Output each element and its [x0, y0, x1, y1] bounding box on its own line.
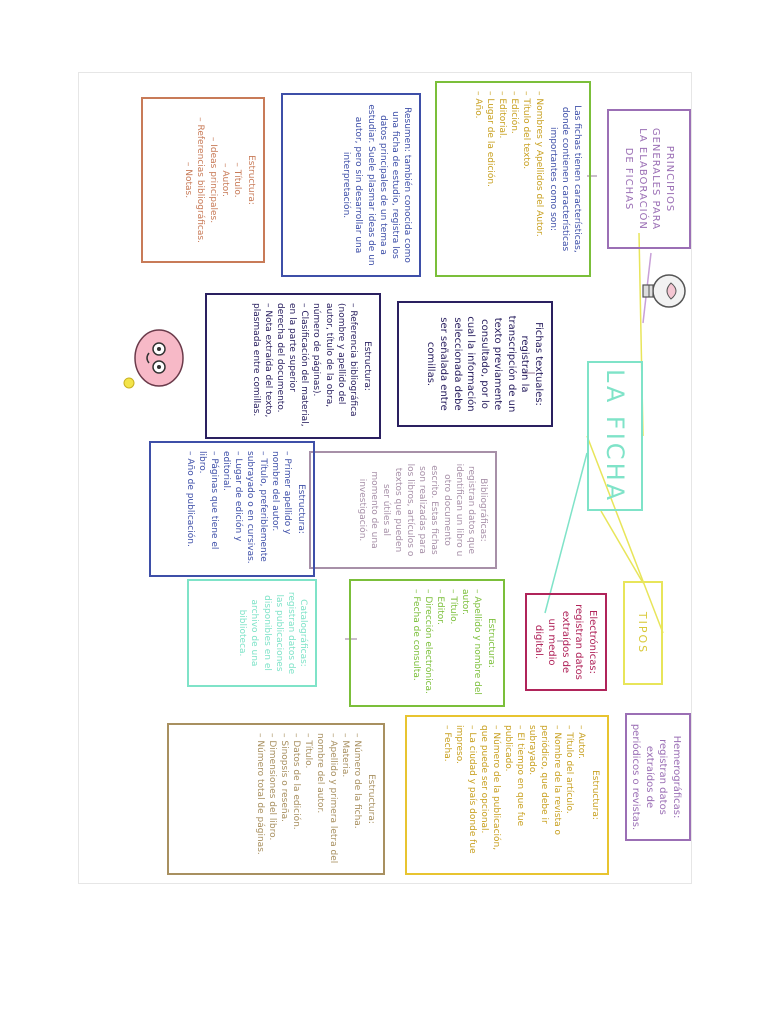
hemerograficas-box [625, 713, 691, 841]
tipos-box [623, 581, 663, 685]
electronicas-text: Electrónicas: registran datos extraídos de un medio digital. [533, 604, 598, 680]
estructura-bibliograficas-item: – Páginas que tiene el libro. [196, 451, 220, 567]
estructura-resumen-item: – Ideas principales. [206, 107, 218, 253]
tipos-label: TIPOS [636, 611, 650, 655]
principios-list [472, 91, 545, 267]
estructura-catalograficas-heading: Estructura: [366, 774, 376, 824]
estructura-hemerograficas-list [441, 725, 587, 865]
estructura-resumen-heading: Estructura: [246, 155, 256, 205]
estructura-electronicas-list [410, 589, 483, 697]
resumen-text: Resumen: también conocida como una ficha de estudio, registra los datos principales de un tema a estudiar. Suele plasmar ideas de un autor, pero sin desarrollar una interpretación. [341, 104, 412, 266]
lightbulb-brain-icon [631, 269, 691, 313]
textuales-box [397, 301, 553, 427]
main-title-box [587, 361, 643, 511]
estructura-electronicas-item: – Apellido y nombre del autor. [459, 589, 483, 697]
brain-character-icon [121, 323, 191, 393]
estructura-bibliograficas-box [149, 441, 315, 577]
estructura-resumen-item: – Título. [231, 107, 243, 253]
estructura-catalograficas-item: – Número total de páginas. [254, 733, 266, 865]
estructura-catalograficas-item: – Dimensiones del libro. [266, 733, 278, 865]
estructura-bibliograficas-item: – Título, preferiblemente subrayado o en cursivas. [244, 451, 268, 567]
estructura-catalograficas-list [254, 733, 363, 865]
estructura-catalograficas-item: – Sinopsis o reseña. [278, 733, 290, 865]
estructura-resumen-box [141, 97, 265, 263]
estructura-electronicas-heading: Estructura: [486, 618, 496, 668]
estructura-textuales-item: – Nota extraída del texto, plasmada entre comillas. [250, 303, 274, 429]
estructura-textuales-list [250, 303, 359, 429]
estructura-textuales-box [205, 293, 381, 439]
principios-item: – Edición. [508, 91, 520, 267]
estructura-catalograficas-item: – Apellido y primera letra del nombre del autor. [314, 733, 338, 865]
resumen-box [281, 93, 421, 277]
principios-title: PRINCIPIOS GENERALES PARA LA ELABORACIÓN DE FICHAS [623, 127, 675, 231]
estructura-electronicas-item: – Título. [446, 589, 458, 697]
main-title: LA FICHA [601, 368, 629, 504]
estructura-hemerograficas-item: – El tiempo en que fue publicado. [502, 725, 526, 865]
estructura-electronicas-item: – Dirección electrónica. [422, 589, 434, 697]
estructura-catalograficas-item: – Datos de la edición. [290, 733, 302, 865]
hemerograficas-text: Hemerográficas: registran datos extraídos de periódicos o revistas. [630, 723, 682, 831]
mind-map-sheet [78, 72, 692, 884]
estructura-bibliograficas-list [184, 451, 293, 567]
estructura-textuales-heading: Estructura: [362, 341, 372, 391]
estructura-resumen-item: – Notas. [182, 107, 194, 253]
estructura-hemerograficas-item: – Autor. [575, 725, 587, 865]
bibliograficas-box [309, 451, 497, 569]
catalograficas-text: Catalográficas: registran datos de las publicaciones disponibles en el archivo de una biblioteca. [237, 591, 308, 675]
estructura-resumen-item: – Autor. [219, 107, 231, 253]
estructura-hemerograficas-item: – Número de la publicación, que puede ser opcional. [478, 725, 502, 865]
estructura-hemerograficas-item: – Título del artículo. [563, 725, 575, 865]
estructura-hemerograficas-item: – Nombre de la revista o periódico, que debe ir subrayado. [526, 725, 562, 865]
estructura-electronicas-box [349, 579, 505, 707]
principios-title-box [607, 109, 691, 249]
estructura-hemerograficas-box [405, 715, 609, 875]
estructura-hemerograficas-item: – La ciudad y país donde fue impreso. [453, 725, 477, 865]
electronicas-box [525, 593, 607, 691]
estructura-catalograficas-item: – Materia. [339, 733, 351, 865]
catalograficas-box [187, 579, 317, 687]
principios-item: – Nombres y Apellidos del Autor. [532, 91, 544, 267]
principios-intro: Las fichas tienen características, donde contienen características importantes como son: [547, 105, 582, 253]
estructura-hemerograficas-heading: Estructura: [590, 770, 600, 820]
principios-item: – Lugar de la edición. [484, 91, 496, 267]
principios-item: – Título del texto. [520, 91, 532, 267]
estructura-catalograficas-item: – Número de la ficha. [351, 733, 363, 865]
estructura-resumen-list [182, 107, 243, 253]
estructura-hemerograficas-item: – Fecha. [441, 725, 453, 865]
estructura-bibliograficas-item: – Lugar de edición y editorial. [220, 451, 244, 567]
estructura-catalograficas-box [167, 723, 385, 875]
estructura-textuales-item: – Referencia bibliográfica (nombre y apellido del autor, título de la obra, número de páginas). [310, 303, 359, 429]
estructura-bibliograficas-heading: Estructura: [296, 484, 306, 534]
principios-item: – Editorial. [496, 91, 508, 267]
textuales-text: Fichas textuales: registran la transcripción de un texto previamente consultado, por lo cual la información seleccionada debe ser señalada entre comillas. [425, 315, 544, 413]
bibliograficas-text: Bibliográficas: registran datos que identifican un libro u otro documento escrito. Estas fichas son realizadas para los libros, artículos o textos que pueden ser útiles al momento de una investigación. [356, 463, 488, 557]
rotated-diagram-plane [79, 73, 691, 883]
principios-item: – Año. [472, 91, 484, 267]
estructura-catalograficas-item: – Título. [302, 733, 314, 865]
estructura-electronicas-item: – Editor. [434, 589, 446, 697]
estructura-textuales-item: – Clasificación del material, en la parte superior derecha del documento. [274, 303, 310, 429]
estructura-electronicas-item: – Fecha de consulta. [410, 589, 422, 697]
estructura-bibliograficas-item: – Primer apellido y nombre del autor. [269, 451, 293, 567]
estructura-resumen-item: – Referencias bibliográficas. [194, 107, 206, 253]
estructura-bibliograficas-item: – Año de publicación. [184, 451, 196, 567]
principios-detail-box [435, 81, 591, 277]
